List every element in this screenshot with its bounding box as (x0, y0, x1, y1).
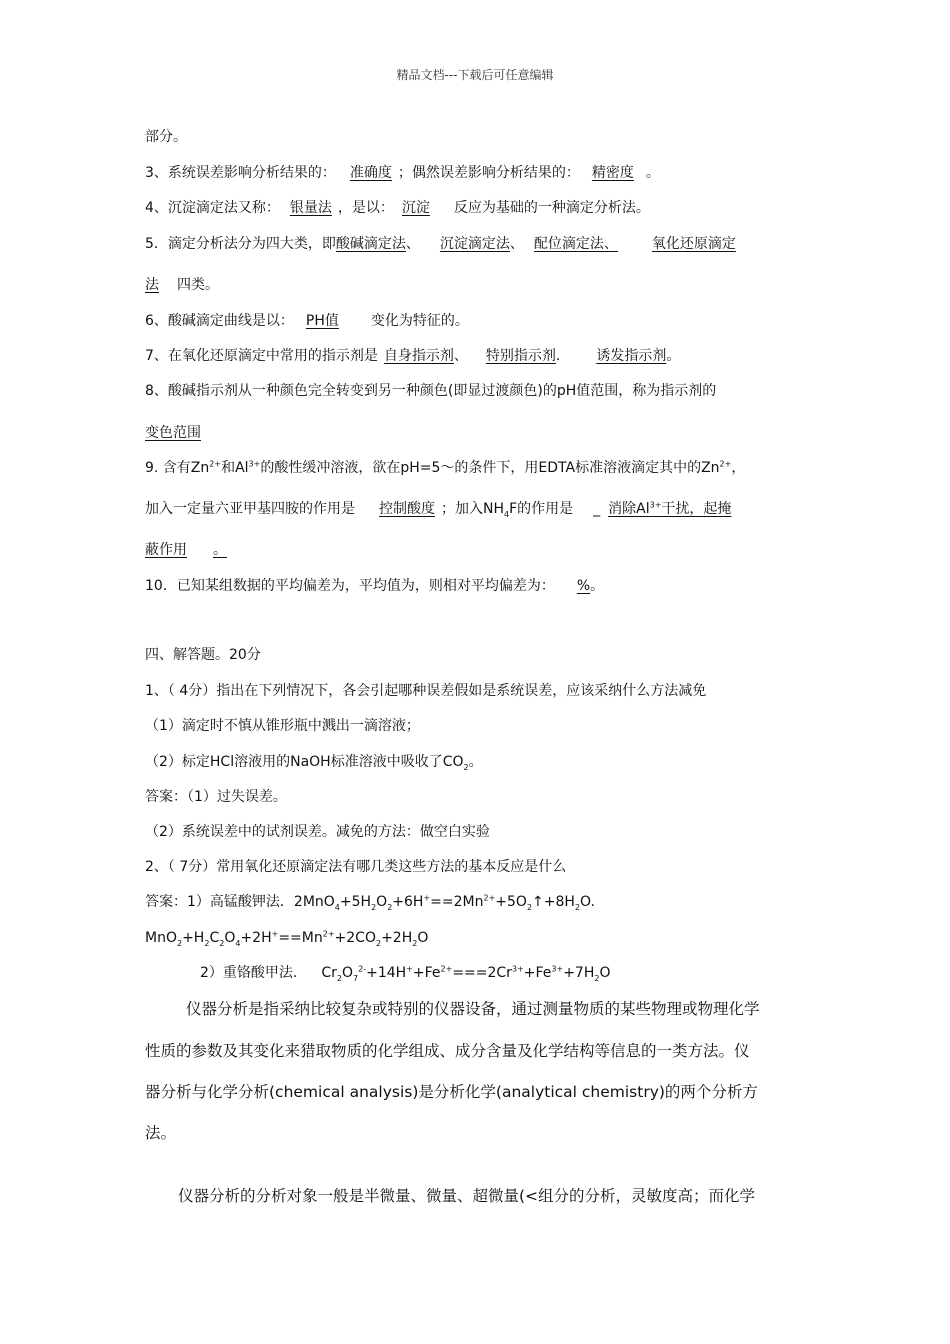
answer-1: 答案：（1）过失误差。 (145, 789, 287, 805)
item-8: 8、酸碱指示剂从一种颜色完全转变到另一种颜色(即显过渡颜色)的pH值范围，称为指示剂的 (145, 383, 717, 399)
question-1: 1、（ 4分）指出在下列情况下，各会引起哪种误差假如是系统误差，应该采纳什么方法减免 (145, 683, 707, 699)
answer-blank: 变色范围 (145, 425, 201, 441)
item-10: 10．已知某组数据的平均偏差为，平均值为，则相对平均偏差为： %。 (145, 578, 605, 594)
answer-blank: 蔽作用 。 (145, 542, 227, 558)
answer-blank: 沉淀 (401, 200, 430, 216)
answer-blank: 酸碱滴定法 (335, 236, 406, 252)
answer-blank: 沉淀滴定法 (439, 236, 510, 252)
answer-blank: 氧化还原滴定 (651, 236, 736, 252)
answer-blank: 自身指示剂 (383, 348, 454, 364)
answer-2-eq2: 2）重铬酸甲法. $Cr_2O_7^{2-}+14H^++Fe^{2+}===2Cr^{3+}+Fe^{3+}+7H_2O$ (200, 964, 611, 983)
answer-blank: 准确度 (349, 165, 392, 181)
item-5-cont: 法 四类。 (145, 277, 219, 293)
item-7: 7、在氧化还原滴定中常用的指示剂是 自身指示剂、 特别指示剂. 诱发指示剂。 (145, 348, 681, 364)
item-8-cont (145, 423, 201, 443)
paragraph-1-line: 仪器分析是指采纳比较复杂或特别的仪器设备，通过测量物质的某些物理或物理化学 (186, 1000, 760, 1018)
answer-1-b: （2）系统误差中的试剂误差。减免的方法：做空白实验 (145, 824, 490, 840)
answer-blank: 消除$Al^{3+}$干扰，起掩 (608, 500, 732, 517)
answer-blank: 配位滴定法 (533, 236, 604, 252)
item-9-cont: 加入一定量六亚甲基四胺的作用是 控制酸度 ；加入$NH_4F$的作用是 _ 消除$Al^{3+}$干扰，起掩 (145, 500, 732, 519)
item-9: 9. 含有$Zn^{2+}$和$Al^{3+}$的酸性缓冲溶液，欲在pH=5～的条件下，用EDTA标准溶液滴定其中的$Zn^{2+}$， (145, 459, 746, 476)
paragraph-2-line: 仪器分析的分析对象一般是半微量、微量、超微量(<组分的分析，灵敏度高；而化学 (178, 1187, 756, 1205)
answer-blank: 精密度 (591, 165, 634, 181)
question-1-a: （1）滴定时不慎从锥形瓶中溅出一滴溶液； (145, 718, 420, 734)
section-4-heading: 四、解答题。20分 (145, 647, 261, 663)
question-1-b: （2）标定HCl溶液用的NaOH标准溶液中吸收了$CO_2$。 (145, 754, 483, 772)
paragraph-1-line: 器分析与化学分析(chemical analysis)是分析化学(analytical chemistry)的两个分析方 (145, 1083, 758, 1101)
question-2: 2、（ 7分）常用氧化还原滴定法有哪几类这些方法的基本反应是什么 (145, 859, 567, 875)
answer-2-eq: $MnO_2+H_2C_2O_4+2H^+==Mn^{2+}+2CO_2+2H_2O$ (145, 929, 429, 948)
answer-blank: 法 (145, 277, 159, 293)
item-4: 4、沉淀滴定法又称： 银量法 ，是以： 沉淀 反应为基础的一种滴定分析法。 (145, 200, 650, 216)
paragraph-1-line: 法。 (145, 1124, 177, 1142)
page-header: 精品文档---下载后可任意编辑 (396, 68, 554, 82)
item-3: 3、系统误差影响分析结果的： 准确度 ；偶然误差影响分析结果的： 精密度 。 (145, 165, 660, 181)
answer-blank: PH值 (305, 313, 339, 329)
answer-blank: 诱发指示剂 (596, 348, 667, 364)
answer-blank: % (576, 578, 591, 594)
answer-2: 答案：1）高锰酸钾法．$2MnO_4+5H_2O_2+6H^+==2Mn^{2+}+5O_2↑+8H_2O$. (145, 893, 595, 912)
answer-blank: 控制酸度 (379, 501, 435, 517)
paragraph-1-line: 性质的参数及其变化来猎取物质的化学组成、成分含量及化学结构等信息的一类方法。仪 (145, 1042, 750, 1060)
item-6: 6、酸碱滴定曲线是以： PH值 变化为特征的。 (145, 313, 469, 329)
item-9-cont2 (145, 540, 237, 560)
item-5: 5．滴定分析法分为四大类，即酸碱滴定法、 沉淀滴定法、 配位滴定法、 氧化还原滴定 (145, 236, 736, 252)
answer-blank: 特别指示剂 (485, 348, 556, 364)
answer-blank: 银量法 (289, 200, 332, 216)
line-part: 部分。 (145, 129, 187, 145)
